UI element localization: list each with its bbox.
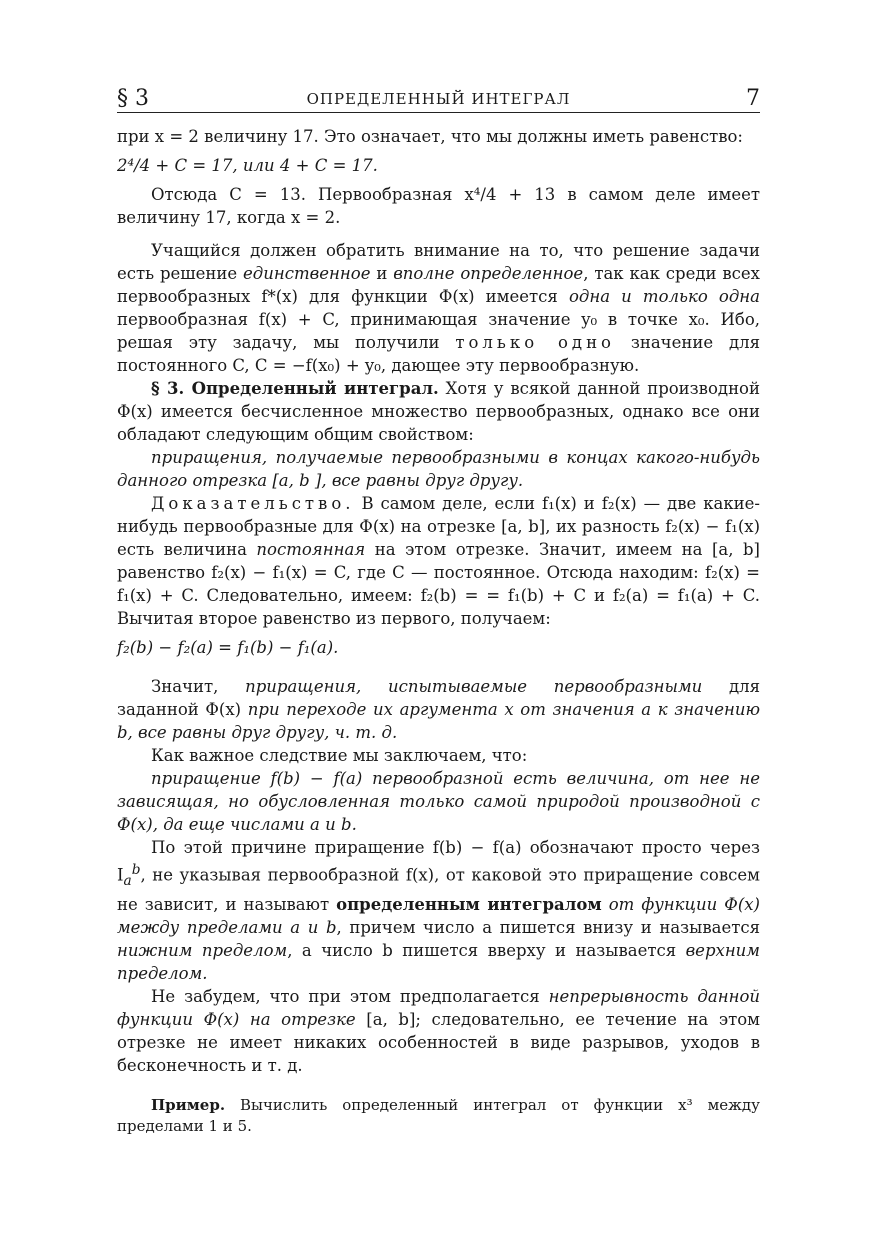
section-number: § 3 bbox=[117, 86, 149, 111]
theorem-statement: приращения, получаемые первообразными в концах какого-нибудь данного отрезка [a, b ], все равны друг другу. bbox=[117, 448, 760, 490]
paragraph: Учащийся должен обратить внимание на то, что решение задачи есть решение единственное и вполне определенное, так как среди всех первообразных f*(x) для функции Φ(x) имеется одна и только одна первообразная f(x) + C, принимающая значение y₀ в точке x₀. Ибо, решая эту задачу, мы получили только одно значение для постоянного C, C = −f(x₀) + y₀, дающее эту первообразную. bbox=[117, 241, 760, 375]
equation: f₂(b) − f₂(a) = f₁(b) − f₁(a). bbox=[117, 638, 339, 657]
equation: 2⁴/4 + C = 17, или 4 + C = 17. bbox=[117, 156, 378, 175]
chapter-title: ОПРЕДЕЛЕННЫЙ ИНТЕГРАЛ bbox=[306, 90, 571, 108]
section-paragraph: § 3. Определенный интеграл. Хотя у всякой данной производной Φ(x) имеется бесчисленное множество первообразных, однако все они обладают следующим общим свойством: bbox=[117, 379, 760, 444]
paragraph: Значит, приращения, испытываемые первообразными для заданной Φ(x) при переходе их аргумента x от значения a к значению b, все равны друг другу, ч. т. д. bbox=[117, 677, 761, 742]
paragraph: Как важное следствие мы заключаем, что: bbox=[151, 746, 528, 765]
example-label: Пример. bbox=[151, 1095, 226, 1114]
paragraph: Не забудем, что при этом предполагается непрерывность данной функции Φ(x) на отрезке [a, b]; следовательно, ее течение на этом отрезке не имеет никаких особенностей в виде разрывов, уходов в бесконечность и т. д. bbox=[117, 986, 761, 1075]
proof-paragraph: Доказательство. В самом деле, если f₁(x) и f₂(x) — две какие-нибудь первообразные для Φ(x) на отрезке [a, b], их разность f₂(x) − f₁(x) есть величина постоянная на этом отрезке. Значит, имеем на [a, b] равенство f₂(x) − f₁(x) = C, где C — постоянное. Отсюда находим: f₂(x) = f₁(x) + C. Следовательно, имеем: f₂(b) = = f₁(b) + C и f₂(a) = f₁(a) + C. Вычитая второе равенство из первого, получаем: bbox=[117, 494, 760, 628]
paragraph: По этой причине приращение f(b) − f(a) обозначают просто через $I_a^b$, не указывая первообразной f(x), от каковой это приращение совсем не зависит, и называют определенным интегралом от функции Φ(x) между пределами a и b, причем число a пишется внизу и называется нижним пределом, а число b пишется вверху и называется верхним пределом. bbox=[117, 838, 760, 983]
paragraph: Отсюда C = 13. Первообразная x⁴/4 + 13 в самом деле имеет величину 17, когда x = 2. bbox=[117, 185, 760, 227]
corollary-statement: приращение f(b) − f(a) первообразной есть величина, от нее не зависящая, но обусловленная только самой природой производной с Φ(x), да еще числами a и b. bbox=[117, 769, 760, 834]
paragraph: при x = 2 величину 17. Это означает, что мы должны иметь равенство: bbox=[117, 127, 743, 146]
example-paragraph: Пример. Вычислить определенный интеграл от функции x³ между пределами 1 и 5. bbox=[117, 1095, 760, 1135]
page-number: 7 bbox=[746, 86, 760, 111]
section-heading: § 3. Определенный интеграл. bbox=[151, 379, 439, 398]
running-header bbox=[117, 86, 760, 113]
page-body bbox=[117, 125, 760, 1137]
